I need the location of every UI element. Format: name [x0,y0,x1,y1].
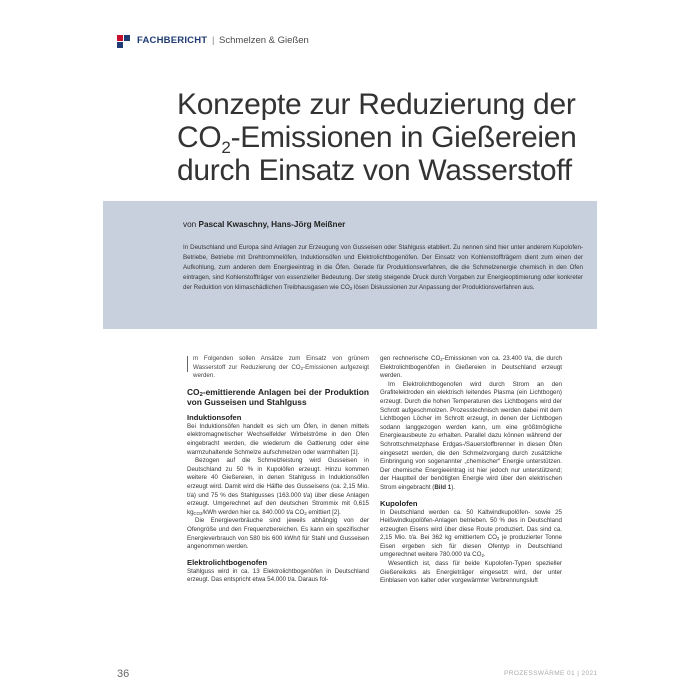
paragraph-text: gen rechnerische CO [380,355,441,362]
lead-paragraph [187,355,369,381]
byline-prefix: von [183,220,197,229]
lead-text-a: m Folgenden sollen Ansätze zum Einsatz von grünem Wasserstoff zur Reduzierung der CO [193,355,369,371]
byline [183,220,345,229]
paragraph-text: In Deutschland werden ca. 50 Kaltwindkupolöfen- sowie 25 Heißwindkupolöfen-Anlagen betrieben. 50 % des in Deutschland erzeugten Eisens wird über diese Route produziert. Das sind ca. 2,15 Mio. t/a. Bei 362 kg emittiertem CO [380,508,562,542]
paragraph-sub: 2 [496,536,500,542]
paragraph-text: /kWh werden hier ca. 840.000 t/a CO [202,508,305,516]
paragraph-sub: 2 [304,510,307,516]
paragraph [380,355,562,381]
paragraph [380,509,562,561]
title-line-1: Konzepte zur Reduzierung der [177,88,576,121]
section-heading [187,387,369,407]
section-heading-pre: CO [187,386,200,397]
paragraph-text: Bezogen auf die Schmelzleistung wird Gusseisen in Deutschland zu 50 % in Kupolöfen erzeugt. Hinzu kommen weitere 40 Gießereien, in denen Stahlguss in Induktionsöfen erzeugt wird. Damit wird die Hälfte des Gusseisens (ca. 2,15 Mio. t/a) und 75 % des Stahlgusses (163.000 t/a) über diese Anlagen erzeugt. Umgerechnet auf den deutschen Strommix mit 0,615 kg [187,457,369,516]
intro-box [103,201,597,329]
publisher-logo-icon [117,35,131,49]
paragraph: Stahlguss wird in ca. 13 Elektrolichtbogenöfen in Deutschland erzeugt. Das entspricht etwa 54.000 t/a. Daraus fol- [187,567,369,584]
figure-reference: Bild 1 [434,483,452,491]
paragraph-text: Im Elektrolichtbogenofen wird durch Strom an den Grafitelektroden ein elektrisch leitendes Plasma (ein Lichtbogen) erzeugt. Durch die hohen Temperaturen des Lichtbogens wird der Schrott aufgeschmolzen. Prozesstechnisch werden dabei mit dem Lichtbogen Löcher im Schrott erzeugt, in denen der Lichtbogen sodann langgezogen werden kann, um eine größtmögliche Energieausbeute zu erhalten. Parallel dazu können während der Schrottschmelzphase Erdgas-/Sauerstoffbrenner in diesen Öfen eingesetzt werden, die den Schmelzvorgang durch zusätzliche Einbringung von sogenannter „chemischer“ Energie unterstützen. Der chemische Energieeintrag ist hier jedoch nur unterstützend; der Hauptteil der benötigten Energie wird über den elektrischen Strom eingebracht ( [380,380,562,491]
abstract-sub: 2 [349,286,353,291]
paragraph-text: . [483,551,486,559]
title-line-2-pre: CO [177,121,222,154]
subheading-kupolofen: Kupolofen [380,498,418,508]
subheading-elektrolichtbogenofen: Elektrolichtbogenofen [187,557,268,567]
paragraph-text: -Emissionen von ca. 23.400 t/a, die durch Elektrolichtbogenöfen in Gießereien in Deutschland erzeugt werden. [380,355,562,380]
paragraph-text: emittiert [2]. [306,508,341,516]
section-label: FACHBERICHT [137,35,208,46]
abstract-text-b: lösen Diskussionen zur Anpassung der Produktionsverfahren aus. [352,284,535,291]
paragraph [380,381,562,493]
column-right [380,355,562,586]
page-number: 36 [117,668,130,680]
footer-journal: PROZESSWÄRME 01 | 2021 [504,670,598,677]
paragraph: Wesentlich ist, dass für beide Kupolofen-Typen spezieller Gießereikoks als Energieträger eingesetzt wird, der unter Einblasen von kalter oder vorgewärmter Verbrennungsluft [380,560,562,585]
paragraph-sub: 2 [440,357,443,362]
abstract [183,243,583,293]
paragraph-text: ). [451,483,455,491]
lead-sub: 2 [300,365,304,371]
paragraph-text: je produzierter Tonne Eisen ergeben sich für diesen Ofentyp in Deutschland umgerechnet weitere 780.000 t/a CO [380,534,563,559]
article-title [177,88,647,187]
title-line-2-sub: 2 [221,138,231,157]
title-line-2-post: -Emissionen in Gießereien [230,121,577,154]
paragraph [187,457,369,517]
section-heading-sub: 2 [199,391,203,398]
section-topic: Schmelzen & Gießen [219,35,309,46]
title-line-3: durch Einsatz von Wasserstoff [177,154,572,187]
paragraph-sub: 2 [481,553,484,559]
column-left [187,355,369,585]
section-heading-post: -emittierende Anlagen bei der Produktion von Gusseisen und Stahlguss [187,386,369,407]
paragraph-sub: CO2 [193,510,203,516]
paragraph: Die Energieverbräuche sind jeweils abhängig von der Ofengröße und den Frequenzbereichen. Es kann ein spezifischer Energieverbrauch von 580 bis 600 kWh/t für Stahl und Gusseisen angenommen werden. [187,517,369,551]
section-separator: | [211,35,215,46]
lead-text-b: -Emissionen aufgezeigt werden. [193,363,369,380]
abstract-text-a: In Deutschland und Europa sind Anlagen zur Erzeugung von Gusseisen oder Stahlguss etabliert. Zu nennen sind hier unter anderem Kupolofen-Betriebe, Betriebe mit Drehtrommelöfen, Induktionsöfen und Elektrolichtbogenöfen. Der Einsatz von Kohlenstoffträgern dient zum einen der Aufkohlung, zum anderen dem Energieeintrag in die Öfen. Gerade für Produktionsverfahren, die die Schmelzenergie chemisch in den Ofen eintragen, sind Kohlenstoffträger von essenzieller Bedeutung. Der stetig steigende Druck durch Vorgaben zur Energieoptimierung oder konkreter der Reduktion von klimaschädlichen Treibhausgasen wie CO [183,244,583,291]
paragraph: Bei Induktionsöfen handelt es sich um Öfen, in denen mittels elektromagnetischer Wechselfelder Wirbelströme in den Ofen eingebracht werden, die wiederum die Gattierung oder eine warmzuhaltende Schmelze aufschmelzen oder warmhalten [1]. [187,422,369,456]
byline-authors: Pascal Kwaschny, Hans-Jörg Meißner [198,220,346,229]
subheading-induktionsofen: Induktionsofen [187,412,242,422]
section-header [137,35,309,46]
